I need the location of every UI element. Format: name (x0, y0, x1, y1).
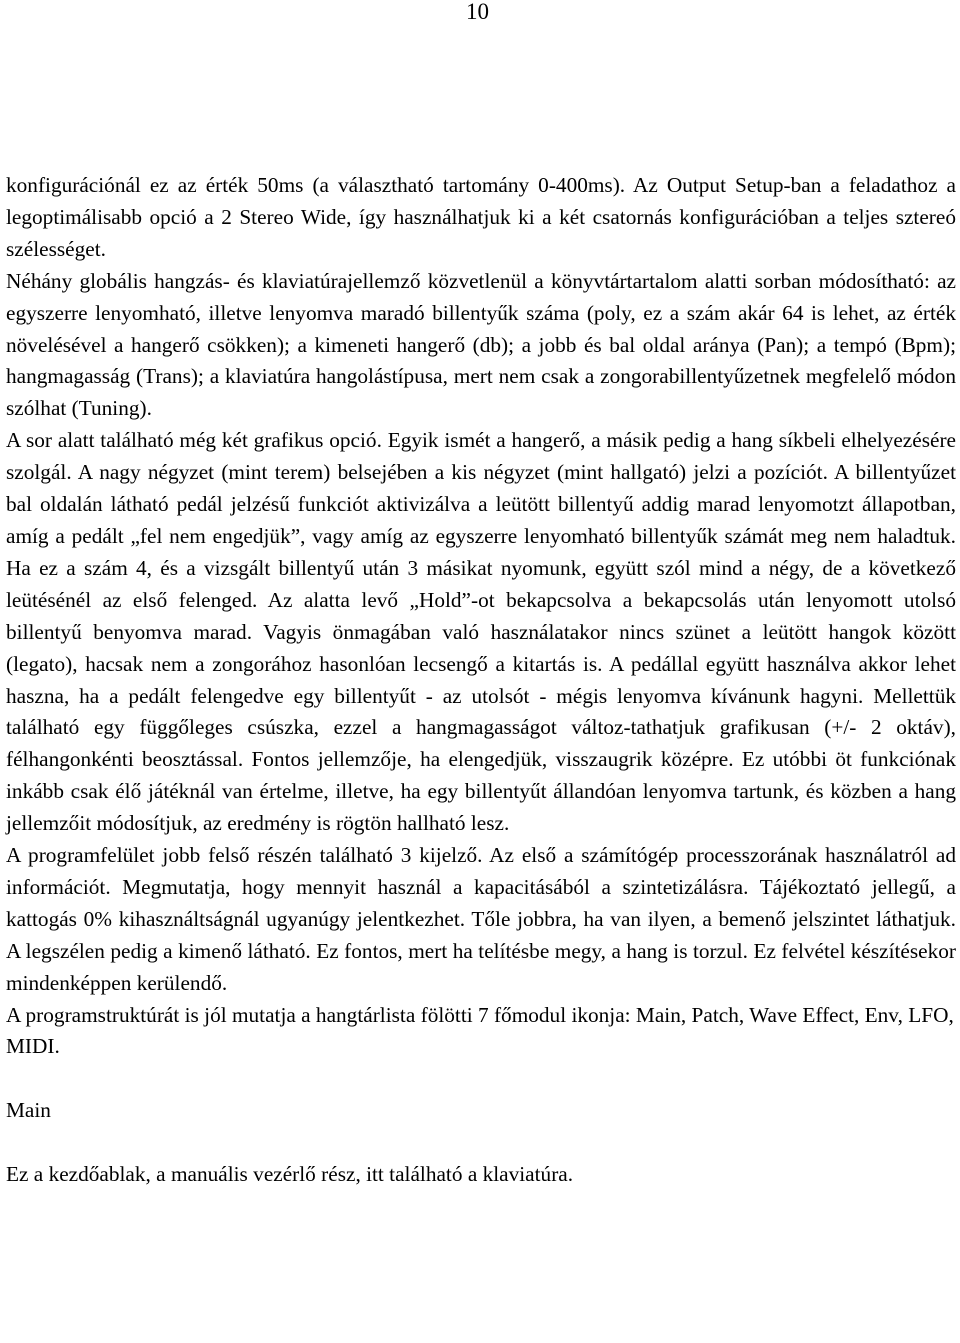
spacer (6, 1127, 956, 1159)
paragraph-global-settings: Néhány globális hangzás- és klaviatúrajellemző közvetlenül a könyvtártartalom alatti sorban módosítható: az egyszerre lenyomható, illetve lenyomva maradó billentyűk száma (poly, ez a szám akár 64 is lehet, az érték növelésével a hangerő csökken); a kimeneti hangerő (db); a jobb és bal oldal aránya (Pan); a tempó (Bpm); hangmagasság (Trans); a klaviatúra hangolástípusa, mert nem csak a zongorabillentyűzetnek megfelelő módon szólhat (Tuning). (6, 268, 956, 421)
paragraph-displays: A programfelület jobb felső részén található 3 kijelző. Az első a számítógép processzorának használatról ad információt. Megmutatja, hogy mennyit használ a kapacitásából a szintetizálásra. Tájékoztató jellegű, a kattogás 0% kihasználtságnál ugyanúgy jelentkezhet. Tőle jobbra, ha van ilyen, a bemenő jelszintet láthatjuk. A legszélen pedig a kimenő látható. Ez fontos, mert ha telítésbe megy, a hang is torzul. Ez felvétel készítésekor mindenképpen kerülendő. (6, 843, 956, 995)
page-number: 10 (466, 0, 489, 24)
paragraph-main-window: Ez a kezdőablak, a manuális vezérlő rész, itt található a klaviatúra. (6, 1162, 574, 1187)
paragraph-output-setup: konfigurációnál ez az érték 50ms (a választható tartomány 0-400ms). Az Output Setup-ban a feladathoz a legoptimálisabb opció a 2 Stereo Wide, így használhatjuk ki a két csatornás konfigurációban a teljes sztereó szélességet. (6, 173, 956, 261)
document-body (6, 170, 956, 1191)
paragraph-graphic-options: A sor alatt található még két grafikus opció. Egyik ismét a hangerő, a másik pedig a hang síkbeli elhelyezésére szolgál. A nagy négyzet (mint terem) belsejében a kis négyzet (mint hallgató) jelzi a pozíciót. A billentyűzet bal oldalán látható pedál jelzésű funkciót aktivizálva a leütött billentyű addig marad lenyomotzt állapotban, amíg a pedált „fel nem engedjük”, vagy amíg az egyszerre lenyomható billentyűk számát meg nem haladtuk. Ha ez a szám 4, és a vizsgált billentyű után 3 másikat nyomunk, együtt szól mind a négy, de a következő leütésénél az első felenged. Az alatta levő „Hold”-ot bekapcsolva a bekapcsolás után lenyomott utolsó billentyű benyomva marad. Vagyis önmagában való használatakor nincs szünet a leütött hangok között (legato), hacsak nem a zongorához hasonlóan lecsengő a kitartás is. A pedállal együtt használva akkor lehet haszna, ha a pedált felengedve egy billentyűt - az utolsót - mégis lenyomva kívánunk hagyni. Mellettük található egy függőleges csúszka, ezzel a hangmagasságot változ-tathatjuk grafikusan (+/- 2 oktáv), félhangonkénti beosztással. Fontos jellemzője, ha elengedjük, visszaugrik középre. Ez utóbbi öt funkciónak inkább csak élő játéknál van értelme, illetve, ha egy billentyűt állandóan lenyomva tartunk, és közben a hang jellemzőit módosítjuk, az eredmény is rögtön hallható lesz. (6, 428, 956, 836)
spacer (6, 1063, 956, 1095)
paragraph-program-structure: A programstruktúrát is jól mutatja a hangtárlista fölötti 7 főmodul ikonja: Main, Patch, Wave Effect, Env, LFO, MIDI. (6, 1002, 954, 1059)
section-heading-main: Main (6, 1098, 51, 1123)
